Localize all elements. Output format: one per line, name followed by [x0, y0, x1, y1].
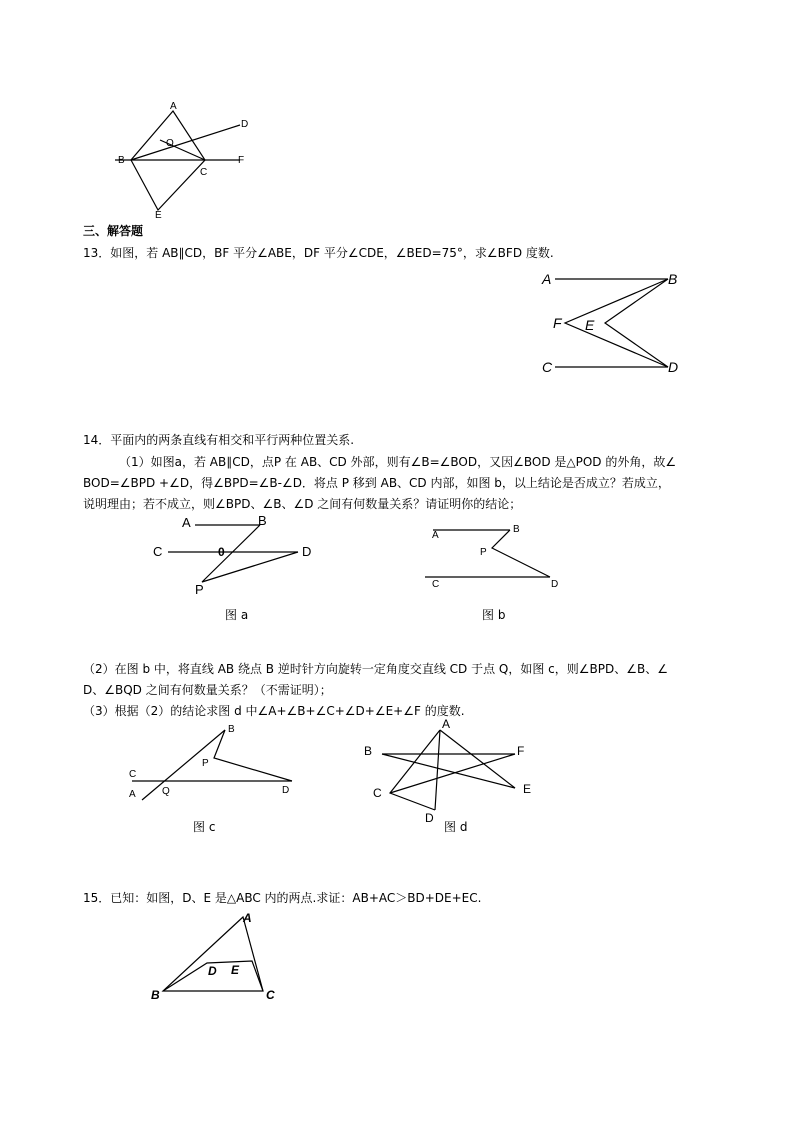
triangle-abc [163, 917, 263, 991]
label-f: F [517, 744, 525, 758]
label-p: P [202, 758, 209, 769]
label-a: A [170, 101, 177, 112]
label-d: D [302, 544, 312, 559]
figure-q13 [535, 268, 695, 380]
q14-part1-line3: 说明理由；若不成立，则∠BPD、∠B、∠D 之间有何数量关系？请证明你的结论； [83, 497, 522, 511]
label-d: D [668, 359, 679, 375]
label-p: P [480, 547, 487, 558]
label-a: A [243, 911, 252, 925]
label-c: C [200, 167, 208, 178]
label-b: B [513, 524, 520, 535]
label-b: B [228, 724, 235, 735]
line-ae [440, 730, 515, 788]
label-d: D [282, 785, 290, 796]
label-b: B [258, 513, 267, 528]
label-c: C [153, 544, 163, 559]
label-b: B [151, 988, 160, 1002]
label-a: A [432, 530, 439, 541]
q14-intro: 14．平面内的两条直线有相交和平行两种位置关系. [83, 433, 355, 447]
label-a: A [442, 717, 451, 731]
path-bpd [214, 730, 292, 781]
q14-part3-line1: （3）根据（2）的结论求图 d 中∠A+∠B+∠C+∠D+∠E+∠F 的度数. [83, 704, 465, 718]
label-e: E [523, 782, 532, 796]
q14-part1-line2: BOD=∠BPD +∠D，得∠BPD=∠B-∠D．将点 P 移到 AB、CD 内部，如图 b，以上结论是否成立？若成立， [83, 476, 670, 490]
label-e: E [155, 210, 162, 221]
label-c: C [266, 988, 275, 1002]
label-o: 0 [218, 545, 225, 559]
label-d: D [208, 964, 217, 978]
q14-part2-line1: （2）在图 b 中，将直线 AB 绕点 B 逆时针方向旋转一定角度交直线 CD 于点 Q，如图 c，则∠BPD、∠B、∠ [83, 662, 668, 676]
figure-top-rhombus [110, 100, 260, 220]
figure-a [150, 512, 330, 597]
label-e: E [231, 963, 240, 977]
figure-d [360, 718, 540, 826]
label-c: C [129, 769, 137, 780]
q15-text: 15．已知：如图，D、E 是△ABC 内的两点.求证：AB+AC＞BD+DE+EC. [83, 891, 482, 905]
label-a: A [542, 271, 552, 287]
path-bpd [492, 530, 550, 577]
label-p: P [195, 582, 204, 597]
label-b: B [364, 744, 373, 758]
label-e: E [585, 317, 595, 333]
q13-text: 13．如图，若 AB∥CD，BF 平分∠ABE，DF 平分∠CDE，∠BED=75°，求∠BFD 度数. [83, 246, 554, 260]
label-f: F [238, 155, 245, 166]
label-a: A [129, 789, 136, 800]
line-ab [142, 730, 225, 800]
label-a: A [182, 515, 191, 530]
caption-a: 图 a [225, 608, 249, 622]
section-heading: 三、解答题 [83, 224, 144, 238]
q14-part1-line1: （1）如图a，若 AB∥CD，点P 在 AB、CD 外部，则有∠B=∠BOD，又因∠BOD 是△POD 的外角，故∠ [119, 455, 677, 469]
path-acd [390, 730, 440, 810]
label-f: F [553, 315, 562, 331]
caption-d: 图 d [444, 820, 468, 834]
label-d: D [241, 119, 249, 130]
path-bfd [565, 279, 668, 367]
caption-c: 图 c [193, 820, 216, 834]
label-o: O [166, 138, 174, 149]
line-ad [435, 730, 440, 810]
label-b: B [668, 271, 678, 287]
line-be [382, 754, 515, 788]
path-bpd [202, 525, 298, 582]
label-c: C [373, 786, 382, 800]
label-d: D [425, 811, 434, 825]
figure-c [122, 720, 302, 800]
figure-q15 [145, 908, 285, 1003]
caption-b: 图 b [482, 608, 506, 622]
label-c: C [542, 359, 553, 375]
label-q: Q [162, 786, 170, 797]
figure-b [420, 520, 570, 590]
q14-part2-line2: D、∠BQD 之间有何数量关系？（不需证明）； [83, 683, 332, 697]
label-b: B [118, 155, 125, 166]
label-c: C [432, 579, 440, 590]
label-d: D [551, 579, 559, 590]
